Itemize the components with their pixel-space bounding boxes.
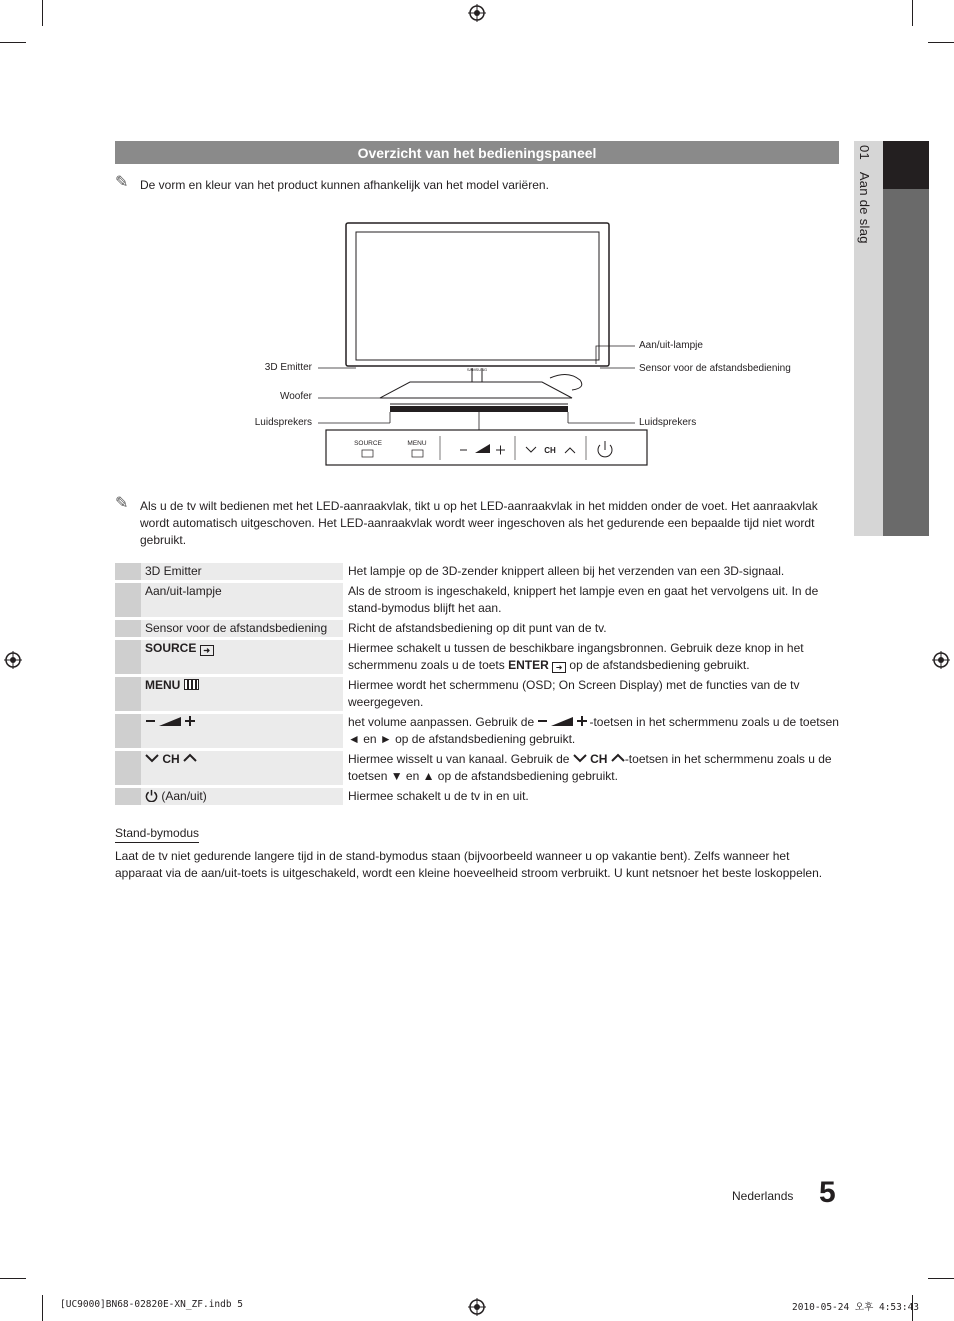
crop-mark	[928, 1278, 954, 1279]
row-desc: Als de stroom is ingeschakeld, knippert het lampje even en gaat het vervolgens uit. In de stand-bymodus blijft het aan.	[348, 584, 819, 615]
row-name: Aan/uit-lampje	[141, 583, 343, 617]
standby-heading: Stand-bymodus	[115, 826, 199, 843]
standby-text: Laat de tv niet gedurende langere tijd in de stand-bymodus staan (bijvoorbeeld wanneer u op vakantie bent). Zelfs wanneer het apparaat via de aan/uit-toets is uitgeschakeld, wordt een kleine hoeveelheid stroom verbruikt. U kunt netsnoer het beste loskoppelen.	[115, 849, 823, 880]
row-name: (Aan/uit)	[161, 789, 207, 803]
row-desc: Hiermee schakelt u de tv in en uit.	[348, 789, 529, 803]
diagram-label-woofer: Woofer	[279, 391, 312, 402]
table-row	[115, 563, 839, 580]
note-text: De vorm en kleur van het product kunnen afhankelijk van het model variëren.	[140, 178, 549, 192]
row-desc-key: CH	[590, 752, 608, 766]
chapter-number: 01	[857, 145, 872, 161]
registration-mark-icon	[468, 4, 486, 22]
row-name: Sensor voor de afstandsbediening	[141, 620, 343, 637]
panel-ch-label: CH	[544, 446, 556, 455]
row-desc: Hiermee wisselt u van kanaal. Gebruik de	[348, 752, 573, 766]
diagram-label-power-light: Aan/uit-lampje	[639, 340, 703, 351]
row-desc: het volume aanpassen. Gebruik de	[348, 715, 538, 729]
crop-mark	[0, 1278, 26, 1279]
chapter-tab-dark	[883, 141, 929, 536]
registration-mark-icon	[4, 651, 22, 669]
print-slug-date: 2010-05-24 오후 4:53:43	[792, 1302, 920, 1313]
power-icon	[145, 789, 158, 802]
tv-stand-base	[380, 382, 572, 398]
row-name: CH	[162, 752, 180, 766]
table-row	[115, 788, 839, 805]
note-pencil-icon: ✎	[115, 174, 129, 191]
table-row	[115, 751, 839, 785]
row-desc: op de afstandsbediening gebruikt.	[566, 658, 750, 672]
print-slug-file: [UC9000]BN68-02820E-XN_ZF.indb 5	[60, 1299, 244, 1310]
row-name: SOURCE	[145, 641, 197, 655]
chevron-up-icon	[611, 753, 625, 763]
crop-mark	[42, 1295, 43, 1321]
chevron-down-icon	[573, 753, 587, 763]
table-row	[115, 620, 839, 637]
table-row	[115, 677, 839, 711]
page-number: 5	[819, 1176, 836, 1209]
panel-source-label: SOURCE	[354, 440, 382, 447]
panel-menu-label: MENU	[407, 440, 427, 447]
tv-screen	[356, 232, 599, 360]
volume-controls-icon	[141, 714, 343, 748]
tv-diagram	[250, 218, 810, 470]
note-led-touch-panel	[115, 495, 839, 549]
crop-mark	[928, 42, 954, 43]
source-icon: ➜	[200, 645, 214, 656]
section-title: Overzicht van het bedieningspaneel	[115, 141, 839, 164]
volume-controls-icon	[537, 715, 589, 727]
chapter-tab-label	[857, 145, 872, 244]
registration-mark-icon	[932, 651, 950, 669]
tv-brand-logo: SAMSUNG	[466, 367, 488, 372]
diagram-label-3d-emitter: 3D Emitter	[264, 362, 312, 373]
chapter-tab-marker	[883, 141, 929, 189]
diagram-label-speakers-left: Luidsprekers	[254, 417, 312, 428]
row-name: 3D Emitter	[141, 563, 343, 580]
row-desc-key: ENTER	[508, 658, 549, 672]
table-row	[115, 640, 839, 674]
table-row	[115, 583, 839, 617]
enter-icon: ➜	[552, 662, 566, 673]
note-pencil-icon: ✎	[115, 495, 129, 512]
power-cable	[550, 374, 582, 390]
diagram-label-speakers-right: Luidsprekers	[639, 417, 697, 428]
note-text: Als u de tv wilt bedienen met het LED-aanraakvlak, tikt u op het LED-aanraakvlak in het midden onder de voet. Het aanraakvlak wordt automatisch uitgeschoven. Het LED-aanraakvlak wordt weer ingeschoven als het gedurende een bepaalde tijd niet wordt gebruikt.	[140, 499, 818, 547]
crop-mark	[42, 0, 43, 26]
chevron-up-icon	[183, 753, 197, 763]
chevron-down-icon	[145, 753, 159, 763]
tv-speaker-bar	[390, 406, 568, 412]
table-row	[115, 714, 839, 748]
row-desc: -toetsen in het schermmenu zoals u de toetsen ◄ en ► op de afstandsbediening gebruikt.	[348, 715, 839, 746]
diagram-label-remote-sensor: Sensor voor de afstandsbediening	[639, 363, 791, 374]
control-table	[115, 560, 839, 808]
row-desc: Hiermee wordt het schermmenu (OSD; On Screen Display) met de functies van de tv weergegeven.	[348, 678, 800, 709]
row-name: MENU	[145, 678, 181, 692]
crop-mark	[912, 0, 913, 26]
row-desc: -toetsen in het schermmenu zoals u de toetsen ▼ en ▲ op de afstandsbediening gebruikt.	[348, 752, 832, 783]
registration-mark-icon	[468, 1298, 486, 1316]
row-desc: Het lampje op de 3D-zender knippert alleen bij het verzenden van een 3D-signaal.	[348, 564, 785, 578]
row-desc: Hiermee schakelt u tussen de beschikbare ingangsbronnen. Gebruik deze knop in het schermmenu zoals u de toets	[348, 641, 804, 672]
menu-icon	[184, 679, 199, 690]
chapter-title: Aan de slag	[857, 171, 872, 244]
crop-mark	[0, 42, 26, 43]
row-desc: Richt de afstandsbediening op dit punt van de tv.	[348, 621, 607, 635]
footer-language: Nederlands	[732, 1189, 794, 1203]
note-model-variation	[115, 174, 839, 194]
